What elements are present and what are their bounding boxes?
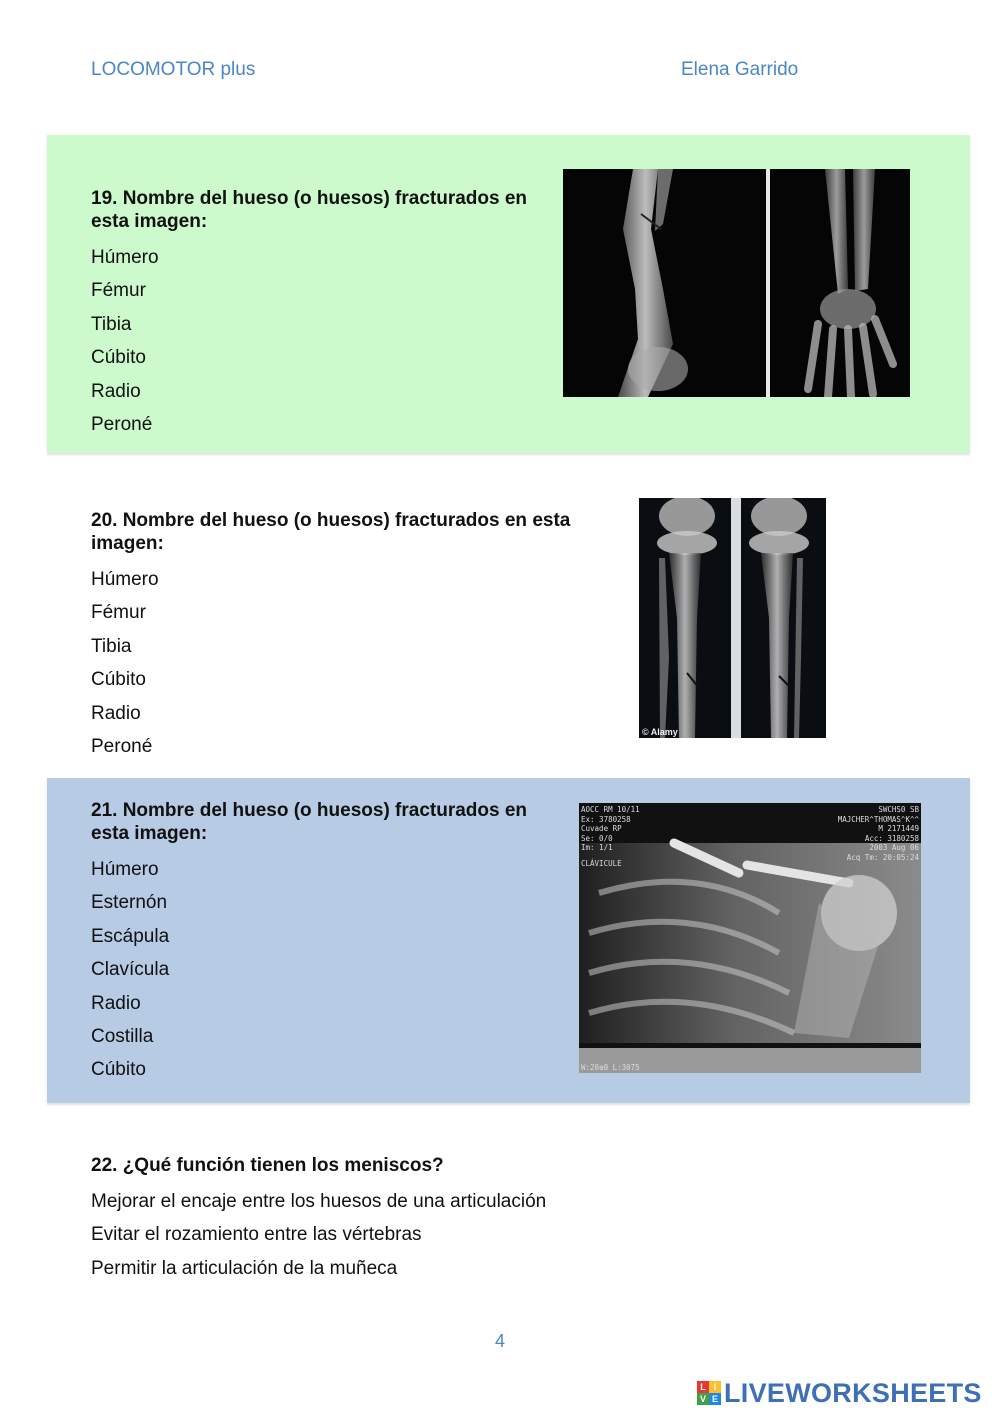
question-title: 21. Nombre del hueso (o huesos) fracturados en esta imagen: — [91, 800, 528, 844]
question-22 — [91, 1154, 691, 1285]
xray-forearm-image — [563, 169, 910, 397]
xray-overlay-right: SWCHS0 SB MAJCHER^THOMAS^K^^ M 2171449 Acc: 3180258 2003 Aug 06 Acq Tm: 20:05:24 — [837, 805, 919, 862]
answer-option[interactable]: Húmero — [91, 859, 159, 880]
liveworksheets-brand — [697, 1378, 982, 1408]
xray-overlay-bottom: W:20a0 L:3075 — [581, 1063, 640, 1072]
question-title: 19. Nombre del hueso (o huesos) fracturados en esta imagen: — [91, 188, 528, 232]
answer-option[interactable]: Fémur — [91, 280, 146, 302]
image-watermark: © Alamy — [642, 727, 678, 737]
answer-option[interactable]: Peroné — [91, 735, 153, 757]
question-20 — [91, 509, 611, 763]
question-19 — [91, 187, 536, 441]
question-21 — [91, 799, 561, 1087]
answer-option[interactable]: Tibia — [91, 313, 132, 335]
xray-overlay-left: AOCC RM 10/11 Ex: 3780258 Cuvade RP Se: 0/0 Im: 1/1 CLÁVICULE — [581, 805, 640, 868]
header-course-title: LOCOMOTOR plus — [91, 59, 256, 80]
answer-option[interactable]: Cúbito — [91, 669, 146, 691]
brand-name: LIVEWORKSHEETS — [724, 1377, 982, 1408]
answer-option[interactable]: Peroné — [91, 413, 153, 435]
answer-option[interactable]: Costilla — [91, 1025, 154, 1047]
header-author: Elena Garrido — [681, 59, 799, 80]
liveworksheets-logo-icon: L I V E — [697, 1381, 721, 1405]
page-number: 4 — [494, 1331, 505, 1351]
answer-option[interactable]: Radio — [91, 702, 141, 724]
answer-option[interactable]: Mejorar el encaje entre los huesos de una articulación — [91, 1191, 547, 1212]
answer-option[interactable]: Cúbito — [91, 347, 146, 369]
answer-option[interactable]: Fémur — [91, 602, 146, 624]
answer-option[interactable]: Radio — [91, 992, 141, 1014]
answer-option[interactable]: Evitar el rozamiento entre las vértebras — [91, 1224, 422, 1246]
answer-option[interactable]: Húmero — [91, 247, 159, 268]
answer-option[interactable]: Cúbito — [91, 1059, 146, 1081]
xray-shoulder-image — [579, 803, 921, 1073]
answer-option[interactable]: Húmero — [91, 569, 159, 590]
xray-leg-image — [639, 498, 826, 738]
answer-option[interactable]: Radio — [91, 380, 141, 402]
answer-option[interactable]: Escápula — [91, 925, 170, 947]
question-title: 20. Nombre del hueso (o huesos) fracturados en esta imagen: — [91, 510, 571, 554]
question-title: 22. ¿Qué función tienen los meniscos? — [91, 1155, 444, 1176]
answer-option[interactable]: Clavícula — [91, 959, 170, 981]
answer-option[interactable]: Permitir la articulación de la muñeca — [91, 1257, 398, 1279]
answer-option[interactable]: Esternón — [91, 892, 168, 914]
answer-option[interactable]: Tibia — [91, 635, 132, 657]
